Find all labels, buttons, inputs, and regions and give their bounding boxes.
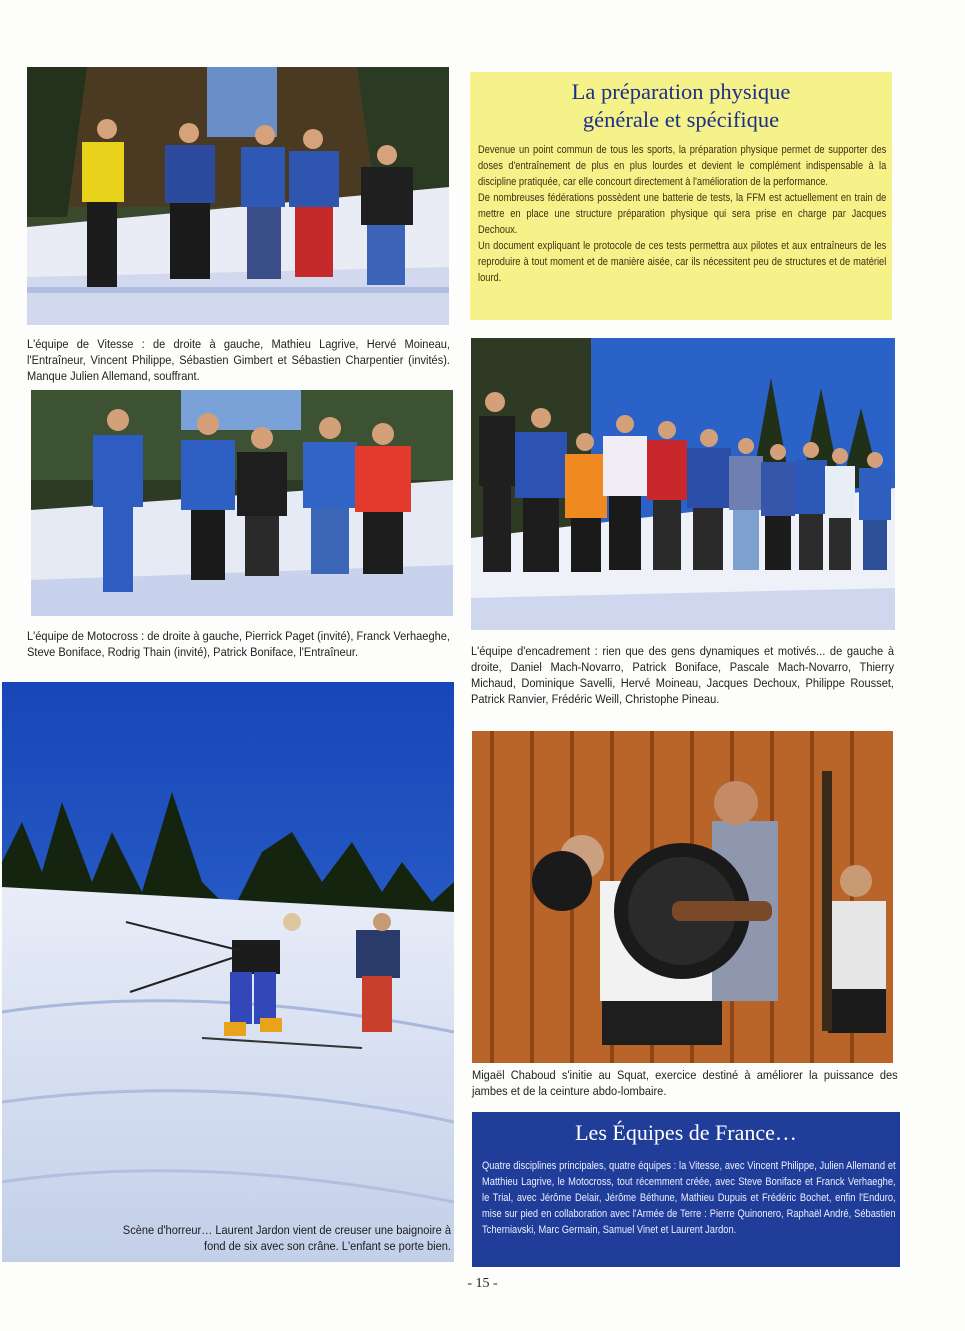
caption-horreur: Scène d'horreur… Laurent Jardon vient de creuser une baignoire à fond de six avec son crâne. L'enfant se porte bien. — [122, 1223, 451, 1253]
preparation-title-line1: La préparation physique — [571, 79, 791, 104]
preparation-paragraph: Devenue un point commun de tous les sports, la préparation physique permet de supporter des doses d'entraînement de plus en plus lourdes et devient le complément indispensable à la discipline pratiquée, car elle concourt directement à l'amélioration de la performance. — [478, 144, 887, 188]
page-number: - 15 - — [467, 1276, 498, 1291]
photo-ski-scene — [2, 682, 454, 1262]
photo-motocross-team — [31, 390, 453, 616]
photo-vitesse-team — [27, 67, 449, 325]
caption-motocross: L'équipe de Motocross : de droite à gauche, Pierrick Paget (invité), Franck Verhaeghe, Steve Boniface, Rodrig Thain (invité), Patrick Boniface, l'Entraîneur. — [27, 629, 450, 659]
equipes-de-france-box — [472, 1112, 900, 1267]
caption-encadrement: L'équipe d'encadrement : rien que des gens dynamiques et motivés... de gauche à droite, Daniel Mach-Novarro, Patrick Boniface, Pascale Mach-Novarro, Thierry Michaud, Dominique Savelli, Hervé Moineau, Jacques Dechoux, Philippe Rousset, Patrick Ranvier, Frédéric Weill, Christophe Pineau. — [471, 644, 894, 706]
caption-vitesse: L'équipe de Vitesse : de droite à gauche, Mathieu Lagrive, Hervé Moineau, l'Entraîneur, Vincent Philippe, Sébastien Gimbert et Sébastien Charpentier (invités). Manque Julien Allemand, souffrant. — [27, 337, 450, 383]
equipes-title: Les Équipes de France… — [575, 1120, 797, 1145]
caption-squat: Migaël Chaboud s'initie au Squat, exercice destiné à améliorer la puissance des jambes et de la ceinture abdo-lombaire. — [472, 1068, 898, 1098]
equipes-body: Quatre disciplines principales, quatre équipes : la Vitesse, avec Vincent Philippe, Julien Allemand et Matthieu Lagrive, le Motocross, tout récemment créée, avec Steve Boniface et Franck Verhaeghe, le Trial, avec Jérôme Delair, Jérôme Béthune, Mathieu Dupuis et Frédéric Bochet, enfin l'Enduro, mise sur pied en collaboration avec l'Armée de Terre : Pierre Quinonero, Raphaël André, Sébastien Tcherniavski, Marc Germain, Samuel Vinet et Laurent Jardon. — [482, 1160, 896, 1236]
preparation-paragraph: Un document expliquant le protocole de ces tests permettra aux pilotes et aux entraîneurs de les reproduire à tout moment et de manière aisée, car ils nécessitent peu de structures et de matériel lourd. — [478, 240, 887, 284]
preparation-title — [470, 72, 892, 134]
photo-encadrement-team — [471, 338, 895, 630]
preparation-paragraph: De nombreuses fédérations possèdent une batterie de tests, la FFM est actuellement en train de mettre en place une structure préparation physique qui sera prise en charge par Jacques Dechoux. — [478, 192, 887, 236]
preparation-title-line2: générale et spécifique — [582, 107, 780, 132]
preparation-physique-box — [470, 72, 892, 320]
photo-squat — [472, 731, 893, 1063]
